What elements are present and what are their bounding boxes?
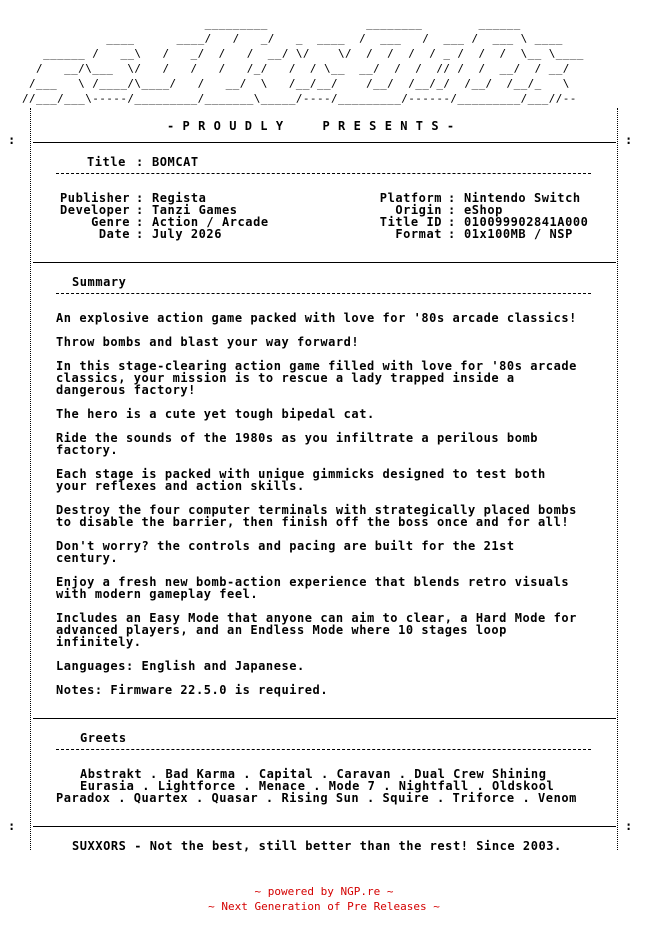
ascii-art-line: //___/___\-----/_________/_______\_____/----/_________/------/_________/___//-- [22,92,577,105]
title-colon: : [136,155,144,169]
info-colon: : [136,191,144,205]
greets-underline [56,749,591,750]
greets-line: Eurasia . Lightforce . Menace . Mode 7 . Nightfall . Oldskool [80,779,555,793]
summary-line: to disable the barrier, then finish off the boss once and for all! [56,515,570,529]
summary-line: your reflexes and action skills. [56,479,305,493]
greets-heading: Greets [80,731,127,745]
summary-line: Ride the sounds of the 1980s as you infiltrate a perilous bomb [56,431,539,445]
info-label: Developer [60,203,130,217]
right-border [617,108,618,850]
summary-line: infinitely. [56,635,142,649]
left-corner-mark-bottom: : [8,819,16,833]
section-divider [33,826,616,827]
info-colon: : [448,191,456,205]
info-label: Date [98,227,130,241]
summary-line: Languages: English and Japanese. [56,659,305,673]
ascii-art-line: / __/\___ \/ / / / /_/ / / \__ __/ / / // / / __/ / __/ [22,62,570,75]
info-label: Publisher [60,191,130,205]
summary-line: Each stage is packed with unique gimmicks designed to test both [56,467,546,481]
summary-line: Don't worry? the controls and pacing are built for the 21st [56,539,515,553]
ascii-art-line: ____ ____/ / _/ _ ____ / ___ / ___ / ___ \ ____ [22,32,563,45]
info-colon: : [448,227,456,241]
info-label: Genre [91,215,130,229]
info-colon: : [136,227,144,241]
summary-heading: Summary [72,275,127,289]
summary-line: classics, your mission is to rescue a lady trapped inside a [56,371,515,385]
ascii-art-line: _________ ________ ______ [22,17,521,30]
info-colon: : [136,203,144,217]
info-value: 010099902841A000 [464,215,589,229]
info-value: Tanzi Games [152,203,238,217]
right-corner-mark-bottom: : [625,819,633,833]
section-divider [33,262,616,263]
info-label: Origin [395,203,442,217]
info-label: Title ID [379,215,442,229]
summary-line: Destroy the four computer terminals with strategically placed bombs [56,503,577,517]
summary-line: factory. [56,443,119,457]
title-underline [56,173,591,174]
summary-line: In this stage-clearing action game filled with love for '80s arcade [56,359,577,373]
left-corner-mark: : [8,133,16,147]
section-divider [33,142,616,143]
info-value: Nintendo Switch [464,191,581,205]
summary-line: century. [56,551,119,565]
presents-line: - P R O U D L Y P R E S E N T S - [167,119,455,133]
greets-line: Paradox . Quartex . Quasar . Rising Sun . Squire . Triforce . Venom [56,791,577,805]
info-label: Platform [379,191,442,205]
info-value: Action / Arcade [152,215,269,229]
title-label: Title [87,155,126,169]
info-value: eShop [464,203,503,217]
summary-line: advanced players, and an Endless Mode where 10 stages loop [56,623,507,637]
info-value: 01x100MB / NSP [464,227,573,241]
summary-underline [56,293,591,294]
info-value: July 2026 [152,227,222,241]
summary-line: Enjoy a fresh new bomb-action experience that blends retro visuals [56,575,570,589]
group-tagline: SUXXORS - Not the best, still better than the rest! Since 2003. [72,839,562,853]
info-value: Regista [152,191,207,205]
footer-powered-by: ~ powered by NGP.re ~ [254,885,394,898]
summary-line: with modern gameplay feel. [56,587,259,601]
summary-line: dangerous factory! [56,383,196,397]
info-colon: : [448,203,456,217]
summary-line: Throw bombs and blast your way forward! [56,335,360,349]
footer-slogan: ~ Next Generation of Pre Releases ~ [208,900,440,913]
summary-line: An explosive action game packed with love for '80s arcade classics! [56,311,577,325]
section-divider [33,718,616,719]
summary-line: Includes an Easy Mode that anyone can aim to clear, a Hard Mode for [56,611,577,625]
title-value: BOMCAT [152,155,199,169]
ascii-art-line: /___ \ /____/\____/ / __/ \ /__/__/ /__/ /__/_/ /__/ /__/_ \ [22,77,570,90]
info-colon: : [136,215,144,229]
greets-line: Abstrakt . Bad Karma . Capital . Caravan . Dual Crew Shining [80,767,547,781]
left-border [30,108,31,850]
info-label: Format [395,227,442,241]
ascii-art-line: ______ / __\ / _/ / / __/ \/ \/ / / / / _ / / / \__ \____ [22,47,584,60]
summary-line: The hero is a cute yet tough bipedal cat. [56,407,375,421]
info-colon: : [448,215,456,229]
right-corner-mark: : [625,133,633,147]
summary-line: Notes: Firmware 22.5.0 is required. [56,683,329,697]
